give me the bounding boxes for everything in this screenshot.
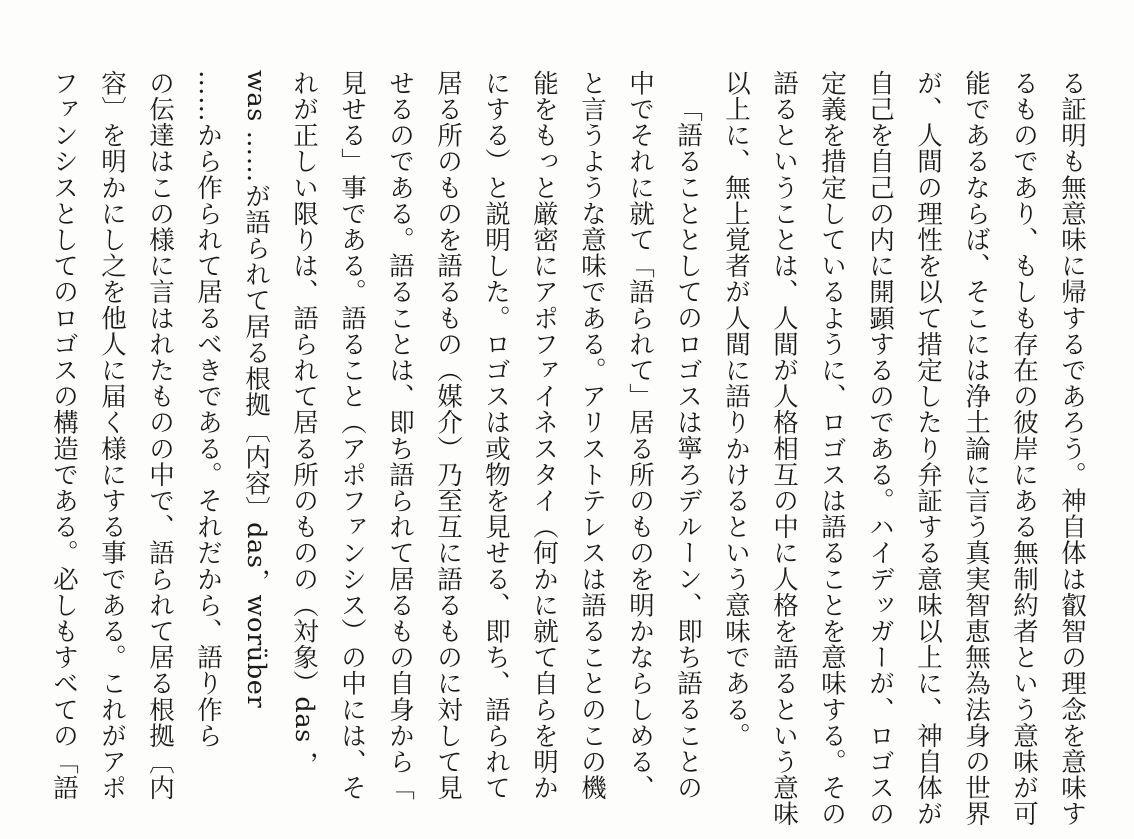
text-line-11: と言うような意味である。アリストテレスは語ることのこの機: [577, 70, 607, 801]
text-line-18: was ……が語られて居る根拠〔内容〕das，worüber: [241, 70, 271, 709]
text-line-19: ……から作られて居るべきである。それだから、語り作ら: [193, 70, 223, 749]
text-line-10: 中でそれに就て「語られて」居る所のものを明かならしめる、: [625, 70, 655, 801]
text-line-17: れが正しい限りは、語られて居る所のものの（対象）das ，: [289, 70, 319, 778]
text-line-1: る証明も無意味に帰するであろう。神自体は叡智の理念を意味す: [1057, 70, 1087, 827]
text-line-22: ファンシスとしてのロゴスの構造である。必しもすべての「語: [49, 70, 79, 801]
text-line-9: 「語ることとしてのロゴスは寧ろデルーン、即ち語ることの: [673, 95, 703, 801]
text-line-20: の伝達はこの様に言はれたものの中で、語られて居る根拠〔内: [145, 70, 175, 801]
text-line-21: 容〕を明かにし之を他人に届く様にする事である。これがアポ: [97, 70, 127, 801]
text-line-7: 語るということは、人間が人格相互の中に人格を語るという意味: [769, 70, 799, 827]
vertical-text-block: [40, 70, 1096, 827]
text-line-14: 居る所のものを語るもの（媒介）乃至互に語るものに対して見: [433, 70, 463, 801]
text-line-15: せるのである。語ることは、即ち語られて居るもの自身から「: [385, 70, 415, 801]
text-line-12: 能をもっと厳密にアポファイネスタイ（何かに就て自らを明か: [529, 70, 559, 801]
text-line-8: 以上に、無上覚者が人間に語りかけるという意味である。: [721, 70, 751, 749]
text-line-16: 見せる」事である。語ること（アポファンシス）の中には、そ: [337, 70, 367, 801]
text-line-4: が、人間の理性を以て措定したり弁証する意味以上に、神自体が: [913, 70, 943, 827]
text-line-5: 自己を自己の内に開顕するのである。ハイデッガーが、ロゴスの: [865, 70, 895, 827]
text-line-13: にする）と説明した。ロゴスは或物を見せる、即ち、語られて: [481, 70, 511, 801]
text-line-3: 能であるならば、そこには浄土論に言う真実智恵無為法身の世界: [961, 70, 991, 827]
text-line-2: るものであり、もしも存在の彼岸にある無制約者という意味が可: [1009, 70, 1039, 827]
text-line-6: 定義を措定しているように、ロゴスは語ることを意味する。その: [817, 70, 847, 827]
